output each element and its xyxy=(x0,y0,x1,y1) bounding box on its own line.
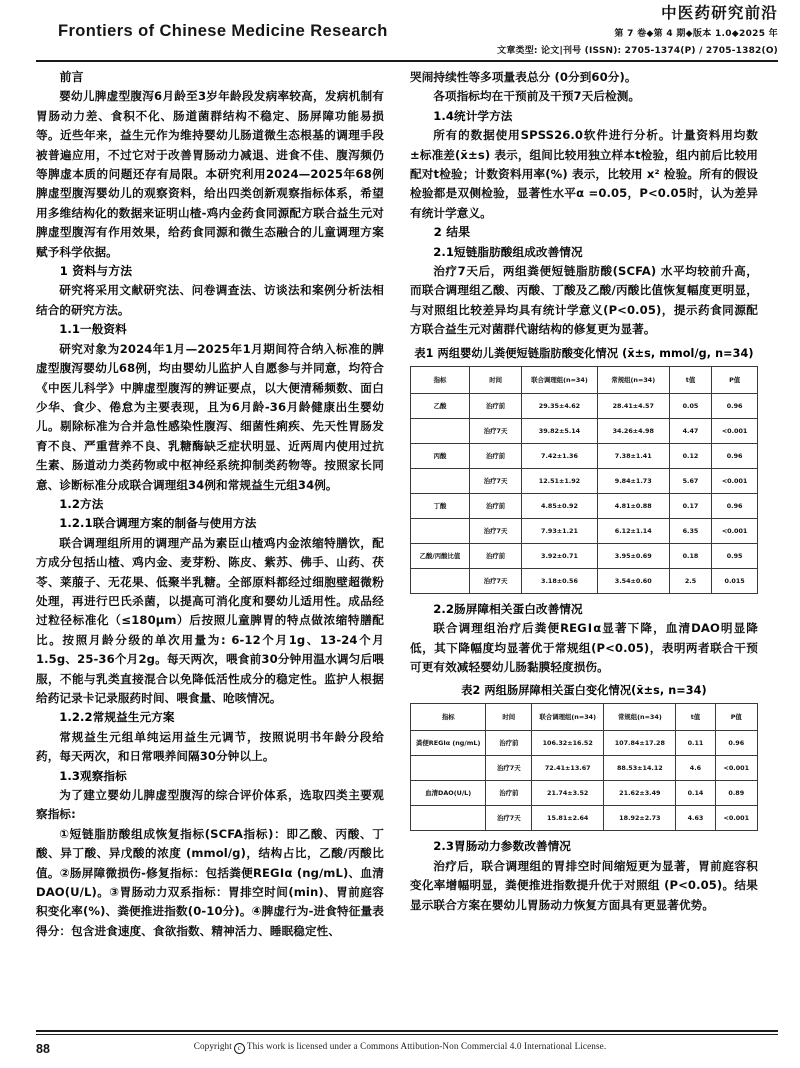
section-1-2-title: 1.2方法 xyxy=(59,496,104,511)
table-cell: 治疗前 xyxy=(486,781,532,806)
table-2-barrier-protein xyxy=(410,703,758,831)
table-header-cell: 常规组(n=34) xyxy=(597,366,669,393)
table-1-scfa xyxy=(410,366,758,594)
table-cell: <0.001 xyxy=(715,806,757,831)
table-cell: 治疗前 xyxy=(469,543,521,568)
table-cell: 治疗前 xyxy=(469,493,521,518)
table-row xyxy=(411,493,758,518)
table-cell: 治疗前 xyxy=(469,443,521,468)
footer-divider-thick xyxy=(36,1030,778,1032)
left-column xyxy=(36,68,384,1016)
table-cell: 4.81±0.88 xyxy=(597,493,669,518)
table-row xyxy=(411,393,758,418)
table-cell: 88.53±14.12 xyxy=(604,756,676,781)
table-cell: 0.89 xyxy=(715,781,757,806)
table-cell: 治疗7天 xyxy=(469,468,521,493)
footer-divider-thin xyxy=(36,1034,778,1035)
table-2-body xyxy=(411,704,758,831)
table-cell: 粪便REGⅠα (ng/mL) xyxy=(411,731,486,756)
table-cell: <0.001 xyxy=(715,756,757,781)
table-cell: 0.12 xyxy=(669,443,711,468)
table-header-cell: 常规组(n=34) xyxy=(604,704,676,731)
table-cell: 4.85±0.92 xyxy=(522,493,597,518)
table-cell: 治疗7天 xyxy=(469,568,521,593)
table-cell xyxy=(411,806,486,831)
table-row xyxy=(411,468,758,493)
table-header-row xyxy=(411,366,758,393)
section-1-2-2-paragraph: 常规益生元组单纯运用益生元调节，按照说明书年龄分段给药，每天两次，和日常喂养间隔30分钟以上。 xyxy=(36,729,384,764)
table-cell: 治疗7天 xyxy=(469,518,521,543)
table-cell xyxy=(411,568,470,593)
table-cell: 72.41±13.67 xyxy=(532,756,604,781)
table-cell: 治疗7天 xyxy=(486,806,532,831)
detection-timing-paragraph: 各项指标均在干预前及干预7天后检测。 xyxy=(433,89,641,104)
journal-volume-info: 第 7 卷◆第 4 期◆版本 1.0◆2025 年 xyxy=(614,29,778,40)
table-cell: 0.96 xyxy=(712,443,758,468)
journal-issn-info: 文章类型: 论文|刊号 (ISSN): 2705-1374(P) / 2705-1382(O) xyxy=(497,46,778,57)
article-columns xyxy=(36,68,778,1016)
table-1-body xyxy=(411,366,758,593)
journal-meta-block xyxy=(358,4,778,56)
right-column xyxy=(410,68,758,1016)
foreword-paragraph: 婴幼儿脾虚型腹泻6月龄至3岁年龄段发病率较高，发病机制有胃肠动力差、食积不化、肠道菌群结构不稳定、肠屏障功能易损等。近些年来，益生元作为维持婴幼儿肠道微生态根基的调理手段被普遍应用，不过它对于改善胃肠动力减退、进食不佳、腹泻频仍等脾虚本质的问题还存有局限。本研究利用2024—2025年68例脾虚型腹泻婴幼儿的观察资料，给出四类创新观察指标体系，希望用多维结构化的数据来证明山楂-鸡内金药食同源配方联合益生元对脾虚型腹泻有作用效果，给药食同源和微生态融合的儿童调理方案赋予科学依据。 xyxy=(36,89,384,259)
table-cell xyxy=(411,418,470,443)
table-header-cell: 时间 xyxy=(486,704,532,731)
table-header-cell: 指标 xyxy=(411,366,470,393)
section-1-1-paragraph: 研究对象为2024年1月—2025年1月期间符合纳入标准的脾虚型腹泻婴幼儿68例，均由婴幼儿监护人自愿参与并同意，均符合《中医儿科学》中脾虚型腹泻的辨证要点，以大便清稀频数、面白少华、食少、倦怠为主要表现，且为6月龄-36月龄健康出生婴幼儿。剔除标准为合并急性感染性腹泻、细菌性痢疾、先天性胃肠发育不良、严重营养不良、乳糖酶缺乏症状明显、近两周内使用过抗生素、肠道动力类药物或中枢神经系统抑制类药物等。按照家长同意、诊断标准分成联合调理组34例和常规益生元组34例。 xyxy=(36,341,384,492)
section-1-3-paragraph-1: 为了建立婴幼儿脾虚型腹泻的综合评价体系，选取四类主要观察指标: xyxy=(36,788,384,822)
table-cell xyxy=(411,468,470,493)
section-2-3-paragraph: 治疗后，联合调理组的胃排空时间缩短更为显著，胃前庭容积变化率增幅明显，粪便推进指数提升优于对照组 (P<0.05)。结果显示联合方案在婴幼儿胃肠动力恢复方面具有更显著优势。 xyxy=(410,858,758,912)
copyright-notice xyxy=(0,1041,800,1054)
table-cell: 0.14 xyxy=(676,781,715,806)
table-header-cell: 联合调理组(n=34) xyxy=(522,366,597,393)
table-cell: 29.35±4.62 xyxy=(522,393,597,418)
table-header-cell: 联合调理组(n=34) xyxy=(532,704,604,731)
table-cell: 15.81±2.64 xyxy=(532,806,604,831)
section-1-3-title: 1.3观察指标 xyxy=(59,768,127,783)
continued-paragraph: 哭闹持续性等多项量表总分 (0分到60分)。 xyxy=(410,70,637,84)
table-cell: 3.92±0.71 xyxy=(522,543,597,568)
table-cell: 7.38±1.41 xyxy=(597,443,669,468)
table-row xyxy=(411,731,758,756)
table-cell: 21.62±3.49 xyxy=(604,781,676,806)
copyright-license-text: This work is licensed under a Commons Attibution-Non Commercial 4.0 International License. xyxy=(246,1041,607,1051)
table-header-cell: t值 xyxy=(676,704,715,731)
table-cell: 7.42±1.36 xyxy=(522,443,597,468)
table-cell: 21.74±3.52 xyxy=(532,781,604,806)
section-1-2-1-paragraph: 联合调理组所用的调理产品为素臣山楂鸡内金浓缩特膳饮，配方成分包括山楂、鸡内金、麦芽粉、陈皮、紫苏、佛手、山药、茯苓、莱菔子、无花果、低聚半乳糖。全部原料都经过细胞壁超微粉处理，再进行巴氏杀菌，以提高可消化度和婴幼儿适用性。成品经过粒径标准化（≤180μm）后按照儿童脾胃的特点做浓缩特膳配比。按照月龄分级的单次用量为: 6-12个月1g、13-24个月1.5g、25-36个月2g。每天两次，喂食前30分钟用温水调匀后喂服，不能与乳类直接混合以免降低活性成分的稳定性。监护人根据给药记录卡记录服药时间、喂食量、呛咳情况。 xyxy=(36,535,384,705)
section-2-2-title: 2.2肠屏障相关蛋白改善情况 xyxy=(433,601,583,616)
table-header-cell: t值 xyxy=(669,366,711,393)
table-cell: 34.26±4.98 xyxy=(597,418,669,443)
section-1-4-paragraph: 所有的数据使用SPSS26.0软件进行分析。计量资料用均数±标准差(x̄±s) 表示，组间比较用独立样本t检验，组内前后比较用配对t检验；计数资料用率(%) 表示，比较用 x² 检验。所有的假设检验都是双侧检验，显著性水平α =0.05，P<0.05时，认为差异有统计学意义。 xyxy=(410,128,758,220)
table-cell: 乙酸/丙酸比值 xyxy=(411,543,470,568)
table-row xyxy=(411,443,758,468)
table-header-cell: P值 xyxy=(715,704,757,731)
copyright-word: Copyright xyxy=(193,1041,232,1051)
table-cell: 0.015 xyxy=(712,568,758,593)
table-cell: 7.93±1.21 xyxy=(522,518,597,543)
table-cell: 39.82±5.14 xyxy=(522,418,597,443)
table-cell: 4.63 xyxy=(676,806,715,831)
table-row xyxy=(411,756,758,781)
table-cell: 0.18 xyxy=(669,543,711,568)
table-cell: 6.35 xyxy=(669,518,711,543)
section-1-4-title: 1.4统计学方法 xyxy=(433,108,513,123)
table-cell: <0.001 xyxy=(712,418,758,443)
table-cell: 0.17 xyxy=(669,493,711,518)
page-number: 88 xyxy=(36,1042,50,1056)
table-cell: 治疗前 xyxy=(469,393,521,418)
table-cell: 0.96 xyxy=(712,393,758,418)
table-cell: 丁酸 xyxy=(411,493,470,518)
table-1-caption: 表1 两组婴幼儿粪便短链脂肪酸变化情况 (x̄±s, mmol/g, n=34) xyxy=(414,346,754,360)
table-cell: 107.84±17.28 xyxy=(604,731,676,756)
masthead xyxy=(0,0,800,62)
table-cell: 治疗前 xyxy=(486,731,532,756)
table-header-cell: 指标 xyxy=(411,704,486,731)
table-cell: <0.001 xyxy=(712,468,758,493)
table-2-caption: 表2 两组肠屏障相关蛋白变化情况(x̄±s, n=34) xyxy=(461,684,707,698)
table-cell: 3.18±0.56 xyxy=(522,568,597,593)
table-cell: 治疗7天 xyxy=(486,756,532,781)
table-cell: 4.6 xyxy=(676,756,715,781)
table-row xyxy=(411,418,758,443)
table-cell: 9.84±1.73 xyxy=(597,468,669,493)
table-cell: 0.96 xyxy=(712,493,758,518)
section-2-1-title: 2.1短链脂肪酸组成改善情况 xyxy=(433,244,583,259)
table-row xyxy=(411,568,758,593)
section-1-3-paragraph-2: ①短链脂肪酸组成恢复指标(SCFA指标)：即乙酸、丙酸、丁酸、异丁酸、异戊酸的浓度 (mmol/g)，结构占比，乙酸/丙酸比值。②肠屏障微损伤-修复指标：包括粪便REGⅠα (ng/mL)、血清DAO(U/L)。③胃肠动力双系指标：胃排空时间(min)、胃前庭容积变化率(%)、粪便推进指数(0-10分)。④脾虚行为-进食特征量表得分：包含进食速度、食欲指数、精神活力、睡眠稳定性、 xyxy=(36,826,384,938)
section-1-title: 1 资料与方法 xyxy=(59,264,133,279)
copyright-icon: c xyxy=(234,1043,245,1054)
section-2-2-paragraph: 联合调理组治疗后粪便REGⅠα显著下降，血清DAO明显降低，其下降幅度均显著优于常规组(P<0.05)，表明两者联合干预可更有效减轻婴幼儿肠黏膜轻度损伤。 xyxy=(410,621,758,674)
table-row xyxy=(411,518,758,543)
table-cell xyxy=(411,518,470,543)
table-header-cell: P值 xyxy=(712,366,758,393)
table-cell: 0.96 xyxy=(715,731,757,756)
section-1-1-title: 1.1一般资料 xyxy=(59,322,127,337)
table-row xyxy=(411,806,758,831)
journal-title-english: Frontiers of Chinese Medicine Research xyxy=(58,22,388,40)
table-header-row xyxy=(411,704,758,731)
table-cell xyxy=(411,756,486,781)
table-cell: 血清DAO(U/L) xyxy=(411,781,486,806)
table-cell: 4.47 xyxy=(669,418,711,443)
journal-title-chinese: 中医药研究前沿 xyxy=(661,4,778,22)
table-cell: 丙酸 xyxy=(411,443,470,468)
table-cell: 0.11 xyxy=(676,731,715,756)
header-divider xyxy=(36,60,778,62)
table-header-cell: 时间 xyxy=(469,366,521,393)
table-cell: 5.67 xyxy=(669,468,711,493)
table-cell: 12.51±1.92 xyxy=(522,468,597,493)
table-cell: 28.41±4.57 xyxy=(597,393,669,418)
table-cell: 3.95±0.69 xyxy=(597,543,669,568)
section-2-1-paragraph: 治疗7天后，两组粪便短链脂肪酸(SCFA) 水平均较前升高，而联合调理组乙酸、丙酸、丁酸及乙酸/丙酸比值恢复幅度更明显，与对照组比较差异均具有统计学意义(P<0.05)，提示药食同源配方联合益生元对菌群代谢结构的修复更为显著。 xyxy=(410,264,758,337)
table-cell: 2.5 xyxy=(669,568,711,593)
table-cell: 0.05 xyxy=(669,393,711,418)
section-2-title: 2 结果 xyxy=(433,225,471,240)
section-foreword-title: 前言 xyxy=(59,70,84,84)
table-cell: 治疗7天 xyxy=(469,418,521,443)
section-1-2-1-title: 1.2.1联合调理方案的制备与使用方法 xyxy=(59,516,257,531)
table-cell: 18.92±2.73 xyxy=(604,806,676,831)
table-cell: 3.54±0.60 xyxy=(597,568,669,593)
section-2-3-title: 2.3胃肠动力参数改善情况 xyxy=(433,839,571,854)
table-cell: 106.32±16.52 xyxy=(532,731,604,756)
table-cell: 0.95 xyxy=(712,543,758,568)
table-cell: 6.12±1.14 xyxy=(597,518,669,543)
section-1-paragraph: 研究将采用文献研究法、问卷调查法、访谈法和案例分析法相结合的研究方法。 xyxy=(36,283,384,317)
table-row xyxy=(411,543,758,568)
table-row xyxy=(411,781,758,806)
table-cell: <0.001 xyxy=(712,518,758,543)
table-cell: 乙酸 xyxy=(411,393,470,418)
section-1-2-2-title: 1.2.2常规益生元方案 xyxy=(59,710,175,725)
